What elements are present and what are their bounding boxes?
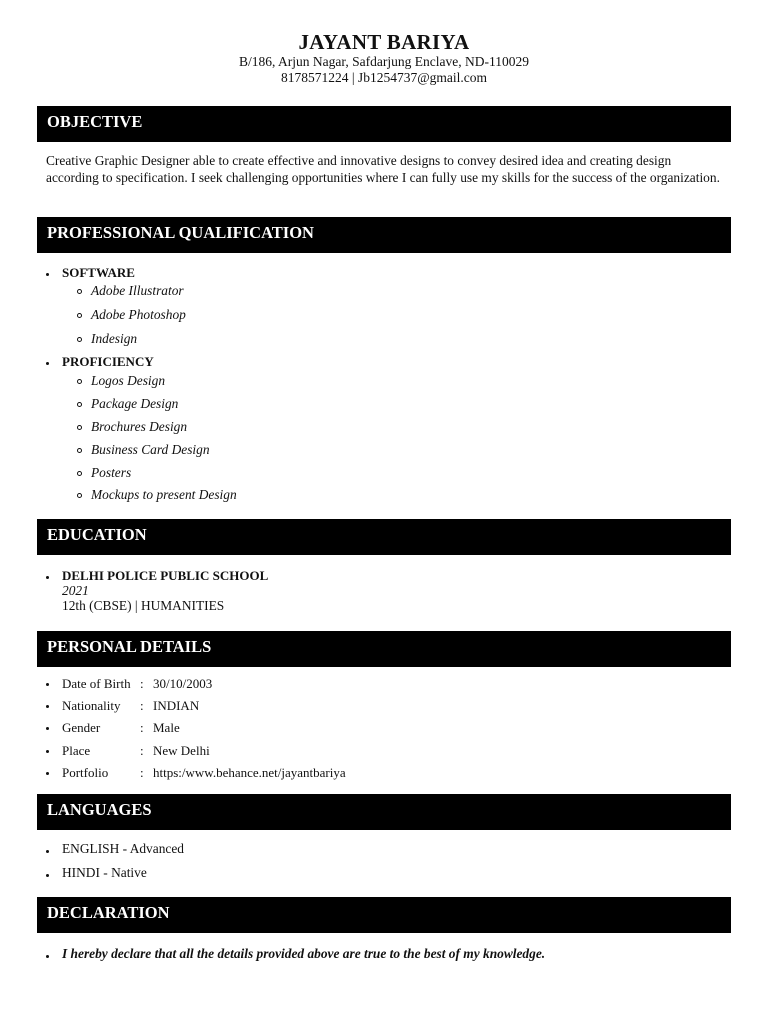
proficiency-item: Logos Design: [77, 373, 165, 389]
proficiency-item: Mockups to present Design: [77, 487, 237, 503]
phone-email-line: 8178571224 | Jb1254737@gmail.com: [280, 70, 487, 85]
resume-header: [0, 0, 768, 86]
proficiency-item: Brochures Design: [77, 419, 187, 435]
bullet-icon: [46, 273, 49, 276]
section-header-education: EDUCATION: [37, 519, 731, 555]
bullet-icon: [46, 850, 49, 853]
personal-label: Date of Birth: [62, 676, 131, 691]
bullet-icon: [46, 772, 49, 775]
school-name: DELHI POLICE PUBLIC SCHOOL: [62, 568, 269, 583]
list-item-software: [46, 265, 135, 281]
education-year: 2021: [62, 583, 89, 598]
personal-label: Gender: [62, 720, 101, 735]
language-item: HINDI - Native: [46, 865, 147, 881]
personal-value: 30/10/2003: [153, 676, 213, 691]
circle-bullet-icon: [77, 402, 82, 407]
circle-bullet-icon: [77, 448, 82, 453]
software-item: Indesign: [77, 331, 137, 347]
objective-text: Creative Graphic Designer able to create effective and innovative designs to convey desired idea and creating design according to specification. I seek challenging opportunities where I can fully use my skills for the success of the organization.: [46, 153, 720, 185]
circle-bullet-icon: [77, 425, 82, 430]
circle-bullet-icon: [77, 337, 82, 342]
personal-value: New Delhi: [153, 743, 210, 758]
bullet-icon: [46, 955, 49, 958]
candidate-name: JAYANT BARIYA: [298, 30, 470, 54]
software-title: SOFTWARE: [62, 265, 135, 280]
personal-label: Nationality: [62, 698, 121, 713]
address-line: B/186, Arjun Nagar, Safdarjung Enclave, ND-110029: [239, 54, 529, 69]
circle-bullet-icon: [77, 289, 82, 294]
section-header-qualification: PROFESSIONAL QUALIFICATION: [37, 217, 731, 253]
circle-bullet-icon: [77, 493, 82, 498]
bullet-icon: [46, 874, 49, 877]
declaration-text: I hereby declare that all the details provided above are true to the best of my knowledge.: [46, 946, 545, 962]
bullet-icon: [46, 362, 49, 365]
circle-bullet-icon: [77, 313, 82, 318]
section-header-declaration: DECLARATION: [37, 897, 731, 933]
bullet-icon: [46, 683, 49, 686]
resume-page: JAYANT BARIYA B/186, Arjun Nagar, Safdarjung Enclave, ND-110029 8178571224 | Jb1254737@gmail.com OBJECTIVE Creative Graphic Designer able to create effective and innovative designs to convey desired idea and creating design according to specification. I seek challenging opportunities where I can fully use my skills for the success of the organization. PROFESSIONAL QUALIFICATION SOFTWARE Adobe Illustrator Adobe Photoshop Indesign PROFICIENCY Logos Design Package Design Brochures Design Business Card Design Posters Mockups to present Design EDUCATION DELHI POLICE PUBLIC SCHOOL 2021 12th (CBSE) | HUMANITIES PERSONAL DETAILS Date of Birth : 30/10/2003 Nationality : INDIAN Gender : Male Place : New Delhi Portfolio : https:/www.behance.net/jayantbariya LANGUAGES ENGLISH - Advanced HINDI - Native DECLARATION I hereby declare that all the details provided above are true to the best of my knowledge.: [0, 0, 768, 1024]
bullet-icon: [46, 705, 49, 708]
list-item-proficiency: [46, 354, 154, 370]
bullet-icon: [46, 576, 49, 579]
personal-value: INDIAN: [153, 698, 200, 713]
personal-label: Portfolio: [62, 765, 109, 780]
personal-value: Male: [153, 720, 180, 735]
bullet-icon: [46, 727, 49, 730]
portfolio-link: https:/www.behance.net/jayantbariya: [153, 765, 346, 780]
proficiency-item: Package Design: [77, 396, 178, 412]
circle-bullet-icon: [77, 379, 82, 384]
personal-label: Place: [62, 743, 91, 758]
language-item: ENGLISH - Advanced: [46, 841, 184, 857]
proficiency-title: PROFICIENCY: [62, 354, 154, 369]
software-item: Adobe Photoshop: [77, 307, 186, 323]
section-header-personal: PERSONAL DETAILS: [37, 631, 731, 667]
circle-bullet-icon: [77, 471, 82, 476]
section-header-objective: OBJECTIVE: [37, 106, 731, 142]
section-header-languages: LANGUAGES: [37, 794, 731, 830]
software-item: Adobe Illustrator: [77, 283, 184, 299]
education-entry: [46, 568, 268, 614]
proficiency-item: Posters: [77, 465, 131, 481]
education-detail: 12th (CBSE) | HUMANITIES: [62, 598, 225, 613]
proficiency-item: Business Card Design: [77, 442, 210, 458]
bullet-icon: [46, 750, 49, 753]
